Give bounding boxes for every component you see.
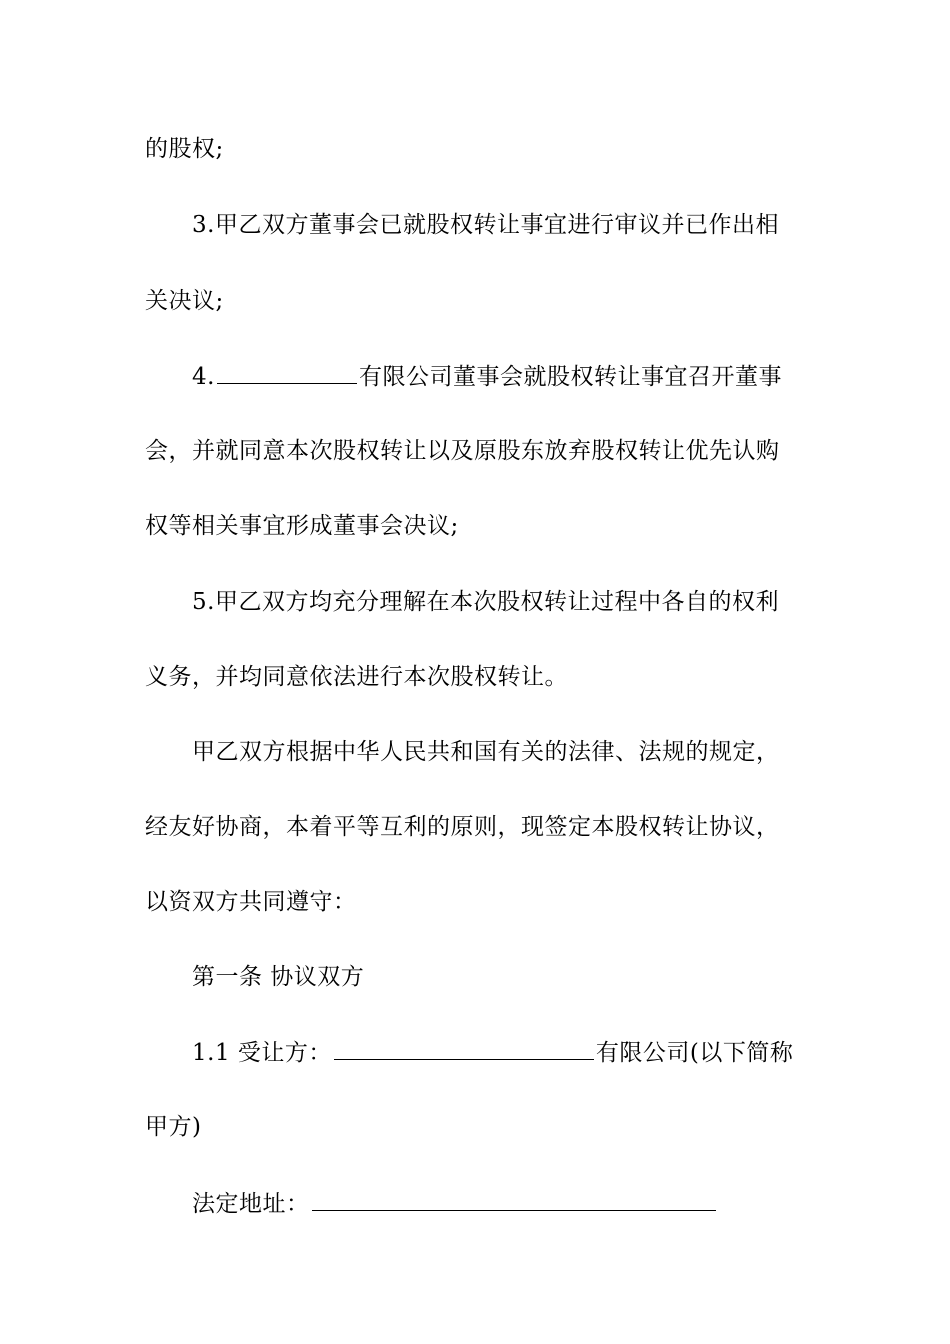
text-line: [192, 1188, 718, 1219]
text-segment: 有限公司董事会就股权转让事宜召开董事: [358, 364, 782, 390]
fill-in-blank[interactable]: [217, 361, 357, 384]
text-segment: 1.1 受让方：: [192, 1040, 332, 1066]
text-line: 会，并就同意本次股权转让以及原股东放弃股权转让优先认购: [145, 438, 780, 464]
text-line: 权等相关事宜形成董事会决议;: [145, 513, 459, 539]
text-line: [192, 361, 782, 392]
text-line: 的股权;: [145, 136, 224, 162]
text-segment: 法定地址：: [192, 1191, 310, 1217]
text-line: 3.甲乙双方董事会已就股权转让事宜进行审议并已作出相: [192, 212, 779, 238]
text-line: 5.甲乙双方均充分理解在本次股权转让过程中各自的权利: [192, 589, 779, 615]
fill-in-blank[interactable]: [334, 1037, 594, 1060]
section-heading: 第一条 协议双方: [192, 964, 365, 990]
text-segment: 有限公司(以下简称: [595, 1040, 794, 1066]
text-segment: 4.: [192, 364, 215, 390]
fill-in-blank[interactable]: [312, 1188, 716, 1211]
text-line: 甲方): [145, 1114, 202, 1140]
text-line: [192, 1037, 793, 1068]
text-line: 义务，并均同意依法进行本次股权转让。: [145, 664, 568, 690]
text-line: 甲乙双方根据中华人民共和国有关的法律、法规的规定，: [192, 739, 780, 765]
text-line: 经友好协商，本着平等互利的原则，现签定本股权转让协议，: [145, 814, 780, 840]
text-line: 以资双方共同遵守：: [145, 889, 357, 915]
text-line: 关决议;: [145, 288, 224, 314]
